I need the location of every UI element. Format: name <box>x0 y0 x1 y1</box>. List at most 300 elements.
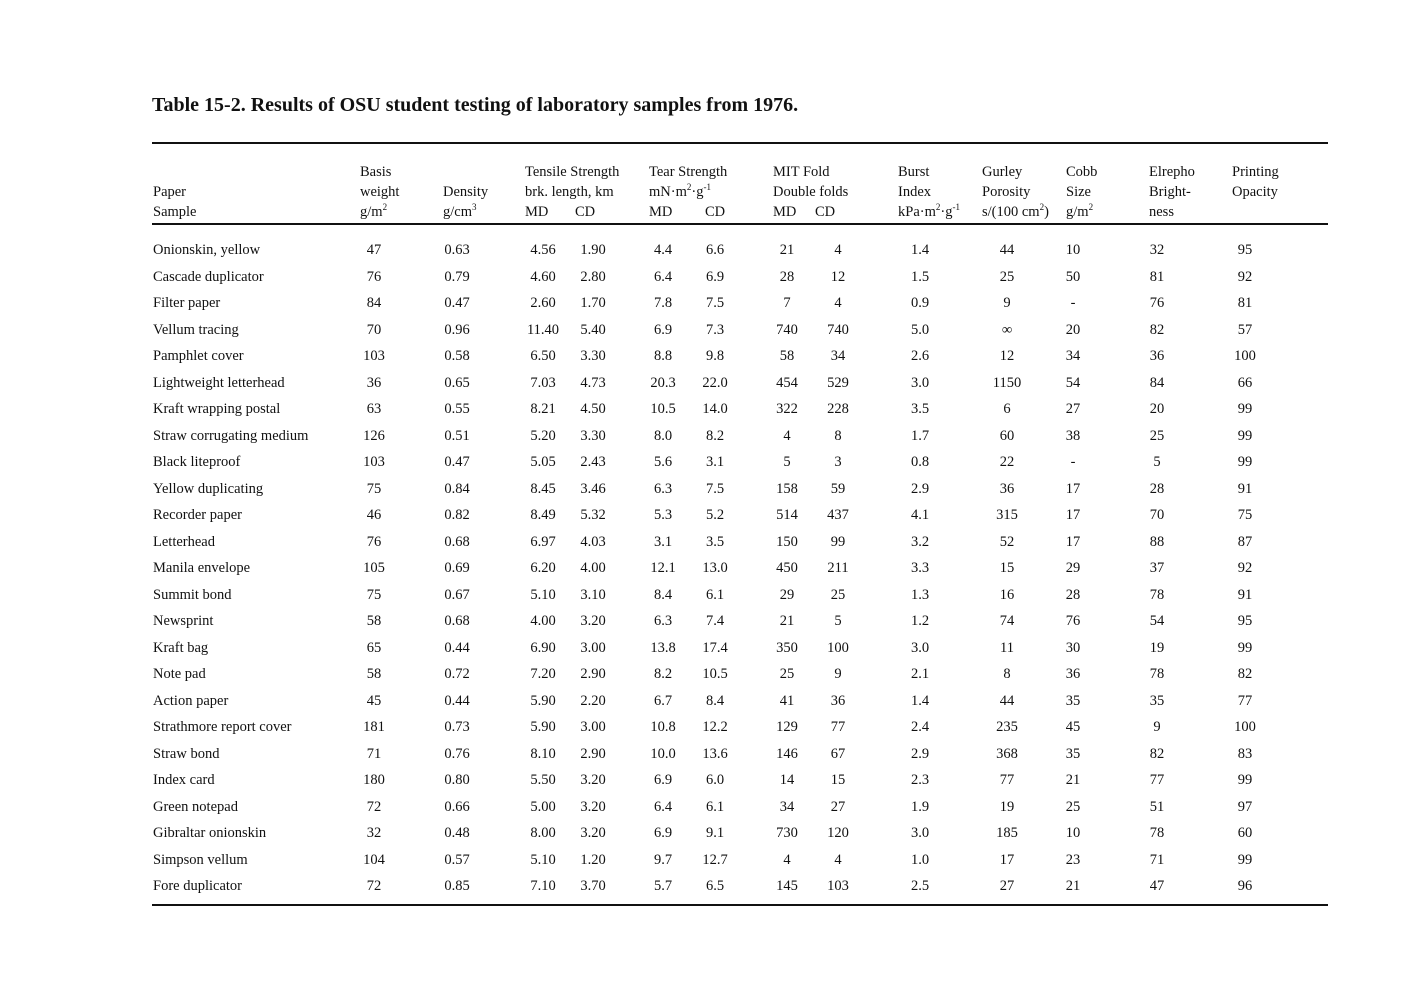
cell-density: 0.84 <box>444 480 470 497</box>
cell-tear-cd: 9.8 <box>705 348 725 364</box>
cell-tensile-md: 6.97 <box>530 533 556 550</box>
header-mit-fold <box>773 162 848 222</box>
cell-printing-opacity: 57 <box>1237 321 1253 338</box>
table-row <box>0 717 1417 744</box>
table-row <box>0 797 1417 824</box>
cell-elrepho-brightness: 78 <box>1149 825 1165 841</box>
cell-tensile-cd: 3.30 <box>580 427 606 444</box>
cell-tensile-cd: 3.10 <box>580 586 606 603</box>
cell-tear-cd: 8.4 <box>705 692 725 709</box>
cell-paper-sample: Yellow duplicating <box>153 480 264 497</box>
cell-mit-md: 129 <box>776 719 798 735</box>
cell-cobb-size: 29 <box>1065 560 1081 576</box>
cell-printing-opacity: 99 <box>1237 851 1253 868</box>
header-tensile-md: MD <box>525 204 549 220</box>
header-tensile-strength <box>525 162 619 222</box>
cell-elrepho-brightness: 76 <box>1149 295 1165 311</box>
cell-paper-sample: Kraft bag <box>153 639 209 656</box>
cell-tear-md: 8.0 <box>653 427 673 444</box>
header-elrepho-l1: Elrepho <box>1149 164 1195 180</box>
cell-tensile-cd: 5.40 <box>580 321 606 338</box>
cell-paper-sample: Gibraltar onionskin <box>153 825 267 841</box>
cell-mit-cd: 120 <box>827 825 849 841</box>
cell-burst-index: 2.9 <box>910 745 930 762</box>
cell-basis-weight: 36 <box>366 374 382 391</box>
cell-cobb-size: 10 <box>1065 825 1081 841</box>
cell-printing-opacity: 66 <box>1237 374 1253 391</box>
cell-density: 0.68 <box>444 613 470 629</box>
cell-density: 0.47 <box>444 454 470 470</box>
cell-basis-weight: 76 <box>366 533 382 550</box>
cell-tensile-md: 7.20 <box>530 666 556 682</box>
table-row <box>0 558 1417 585</box>
cell-elrepho-brightness: 25 <box>1149 427 1165 444</box>
cell-mit-md: 21 <box>779 242 795 258</box>
cell-burst-index: 2.4 <box>910 719 930 735</box>
table-row <box>0 479 1417 506</box>
cell-tear-md: 6.9 <box>653 825 673 841</box>
table-row <box>0 399 1417 426</box>
cell-elrepho-brightness: 78 <box>1149 586 1165 603</box>
cell-paper-sample: Index card <box>153 772 215 788</box>
cell-mit-md: 450 <box>776 560 798 576</box>
cell-density: 0.57 <box>444 851 470 868</box>
cell-mit-cd: 211 <box>827 560 849 576</box>
header-elrepho-l2: Bright- <box>1149 184 1191 200</box>
cell-paper-sample: Lightweight letterhead <box>153 374 285 391</box>
header-elrepho-l3: ness <box>1149 204 1174 220</box>
cell-cobb-size: 25 <box>1065 798 1081 815</box>
cell-tear-md: 4.4 <box>653 242 673 258</box>
cell-gurley-porosity: 15 <box>999 560 1015 576</box>
cell-mit-md: 322 <box>776 401 798 417</box>
cell-tensile-cd: 1.20 <box>580 851 606 868</box>
cell-tensile-md: 6.50 <box>530 348 556 364</box>
table-row <box>0 240 1417 267</box>
cell-cobb-size: 36 <box>1065 666 1081 682</box>
cell-printing-opacity: 99 <box>1237 639 1253 656</box>
cell-mit-cd: 4 <box>834 242 842 258</box>
cell-elrepho-brightness: 19 <box>1149 639 1165 656</box>
cell-tensile-md: 5.00 <box>530 798 556 815</box>
cell-density: 0.66 <box>444 798 470 815</box>
cell-printing-opacity: 92 <box>1237 268 1253 285</box>
cell-mit-cd: 529 <box>827 374 849 391</box>
cell-burst-index: 1.5 <box>910 268 930 285</box>
cell-cobb-size: 17 <box>1065 507 1081 523</box>
cell-cobb-size: 35 <box>1065 745 1081 762</box>
cell-elrepho-brightness: 70 <box>1149 507 1165 523</box>
cell-printing-opacity: 96 <box>1237 878 1253 894</box>
cell-gurley-porosity: 60 <box>999 427 1015 444</box>
cell-tear-md: 13.8 <box>650 639 676 656</box>
header-paper-l2: Sample <box>153 204 197 220</box>
cell-tear-cd: 6.5 <box>705 878 725 894</box>
header-tear-unit-a: mN·m <box>649 184 687 200</box>
cell-mit-md: 34 <box>779 798 795 815</box>
cell-elrepho-brightness: 71 <box>1149 851 1165 868</box>
cell-mit-md: 158 <box>776 480 798 497</box>
cell-basis-weight: 126 <box>363 427 385 444</box>
cell-tensile-md: 8.00 <box>530 825 556 841</box>
cell-printing-opacity: 87 <box>1237 533 1253 550</box>
cell-cobb-size: 10 <box>1065 242 1081 258</box>
cell-tear-cd: 6.0 <box>705 772 725 788</box>
header-cobb-unit: g/m <box>1066 204 1089 220</box>
cell-tear-cd: 7.3 <box>705 321 725 338</box>
table-row <box>0 744 1417 771</box>
cell-mit-cd: 12 <box>830 268 846 285</box>
cell-tensile-cd: 4.00 <box>580 560 606 576</box>
cell-cobb-size: 23 <box>1065 851 1081 868</box>
header-basis-l1: Basis <box>360 164 392 180</box>
cell-gurley-porosity: ∞ <box>1001 321 1013 338</box>
cell-gurley-porosity: 52 <box>999 533 1015 550</box>
cell-tear-cd: 5.2 <box>705 507 725 523</box>
cell-tear-md: 6.4 <box>653 798 673 815</box>
cell-basis-weight: 104 <box>363 851 385 868</box>
cell-basis-weight: 32 <box>366 825 382 841</box>
cell-tear-cd: 7.4 <box>705 613 725 629</box>
cell-elrepho-brightness: 51 <box>1149 798 1165 815</box>
cell-burst-index: 2.5 <box>910 878 930 894</box>
cell-tear-cd: 6.9 <box>705 268 725 285</box>
cell-printing-opacity: 95 <box>1237 242 1253 258</box>
header-tensile-l1: Tensile Strength <box>525 164 620 180</box>
cell-paper-sample: Recorder paper <box>153 507 242 523</box>
cell-tensile-md: 4.00 <box>530 613 556 629</box>
header-tensile-l2: brk. length, km <box>525 184 614 200</box>
cell-tear-md: 8.4 <box>653 586 673 603</box>
cell-tensile-cd: 3.00 <box>580 719 606 735</box>
table-row <box>0 585 1417 612</box>
cell-mit-cd: 4 <box>834 295 842 311</box>
cell-density: 0.51 <box>444 427 470 444</box>
table-row <box>0 505 1417 532</box>
cell-tensile-md: 8.45 <box>530 480 556 497</box>
cell-basis-weight: 75 <box>366 480 382 497</box>
cell-tensile-cd: 3.30 <box>580 348 606 364</box>
cell-paper-sample: Action paper <box>153 692 229 709</box>
cell-gurley-porosity: 25 <box>999 268 1015 285</box>
cell-gurley-porosity: 235 <box>996 719 1018 735</box>
table-caption: Table 15-2. Results of OSU student testing of laboratory samples from 1976. <box>152 94 799 116</box>
cell-paper-sample: Letterhead <box>153 533 215 550</box>
cell-tear-cd: 8.2 <box>705 427 725 444</box>
cell-burst-index: 3.5 <box>910 401 930 417</box>
cell-tensile-md: 11.40 <box>526 321 560 338</box>
header-density-sup: 3 <box>472 202 477 213</box>
cell-tensile-cd: 4.03 <box>580 533 606 550</box>
table-row <box>0 823 1417 850</box>
cell-tensile-cd: 2.43 <box>580 454 606 470</box>
cell-gurley-porosity: 19 <box>999 798 1015 815</box>
cell-tensile-md: 5.10 <box>530 851 556 868</box>
cell-tensile-cd: 4.50 <box>580 401 606 417</box>
table-row <box>0 426 1417 453</box>
cell-printing-opacity: 99 <box>1237 401 1253 417</box>
cell-tensile-cd: 1.70 <box>580 295 606 311</box>
cell-elrepho-brightness: 84 <box>1149 374 1165 391</box>
cell-elrepho-brightness: 82 <box>1149 321 1165 338</box>
cell-tensile-cd: 3.00 <box>580 639 606 656</box>
cell-cobb-size: 38 <box>1065 427 1081 444</box>
cell-burst-index: 1.0 <box>910 851 930 868</box>
header-density-l1: Density <box>443 184 489 200</box>
cell-tear-md: 20.3 <box>650 374 676 391</box>
cell-tensile-cd: 3.20 <box>580 798 606 815</box>
cell-tensile-md: 7.03 <box>530 374 556 391</box>
cell-basis-weight: 47 <box>366 242 382 258</box>
cell-elrepho-brightness: 35 <box>1149 692 1165 709</box>
header-burst-sup1: 2 <box>935 202 941 213</box>
cell-gurley-porosity: 9 <box>1003 295 1011 311</box>
cell-tear-md: 7.8 <box>653 295 673 311</box>
cell-basis-weight: 72 <box>366 798 382 815</box>
cell-cobb-size: 35 <box>1065 692 1081 709</box>
cell-tear-md: 12.1 <box>650 560 676 576</box>
header-gurley-unit-b: ) <box>1044 204 1049 220</box>
header-paper-sample <box>153 162 197 222</box>
cell-printing-opacity: 82 <box>1237 666 1253 682</box>
cell-mit-cd: 15 <box>830 772 846 788</box>
cell-tear-md: 10.5 <box>650 401 676 417</box>
cell-basis-weight: 103 <box>363 348 385 364</box>
cell-paper-sample: Newsprint <box>153 613 214 629</box>
table-row <box>0 267 1417 294</box>
cell-tensile-md: 5.20 <box>530 427 556 444</box>
cell-mit-cd: 34 <box>830 348 846 364</box>
table-row <box>0 876 1417 903</box>
cell-tensile-md: 6.20 <box>530 560 556 576</box>
header-mit-l1: MIT Fold <box>773 164 830 180</box>
header-elrepho-brightness <box>1149 162 1195 222</box>
cell-tear-md: 6.3 <box>653 480 673 497</box>
cell-tensile-md: 5.90 <box>530 692 556 709</box>
cell-cobb-size: - <box>1070 454 1076 470</box>
cell-density: 0.67 <box>444 586 470 603</box>
cell-gurley-porosity: 44 <box>999 242 1015 258</box>
cell-burst-index: 3.2 <box>910 533 930 550</box>
cell-paper-sample: Strathmore report cover <box>153 719 292 735</box>
cell-tear-cd: 3.5 <box>705 533 725 550</box>
cell-tear-cd: 9.1 <box>705 825 725 841</box>
cell-paper-sample: Note pad <box>153 666 206 682</box>
cell-printing-opacity: 91 <box>1237 586 1253 603</box>
cell-mit-md: 29 <box>779 586 795 603</box>
cell-tear-md: 10.0 <box>650 745 676 762</box>
cell-elrepho-brightness: 9 <box>1153 719 1161 735</box>
cell-basis-weight: 76 <box>366 268 382 285</box>
cell-tensile-md: 4.56 <box>530 242 556 258</box>
cell-paper-sample: Simpson vellum <box>153 851 248 868</box>
cell-burst-index: 5.0 <box>910 321 930 338</box>
header-tear-sup1: 2 <box>686 182 692 193</box>
header-gurley-unit-a: s/(100 cm <box>982 204 1040 220</box>
cell-tensile-cd: 2.80 <box>580 268 606 285</box>
cell-tear-md: 8.2 <box>653 666 673 682</box>
table-row <box>0 770 1417 797</box>
cell-cobb-size: 21 <box>1065 878 1081 894</box>
cell-printing-opacity: 95 <box>1237 613 1253 629</box>
cell-tensile-md: 5.50 <box>530 772 556 788</box>
cell-burst-index: 1.3 <box>910 586 930 603</box>
cell-tear-md: 6.4 <box>653 268 673 285</box>
cell-mit-md: 21 <box>779 613 795 629</box>
cell-paper-sample: Green notepad <box>153 798 238 815</box>
cell-paper-sample: Kraft wrapping postal <box>153 401 281 417</box>
cell-printing-opacity: 75 <box>1237 507 1253 523</box>
cell-basis-weight: 105 <box>363 560 385 576</box>
cell-paper-sample: Manila envelope <box>153 560 251 576</box>
cell-burst-index: 1.2 <box>910 613 930 629</box>
header-printing-l1: Printing <box>1232 164 1279 180</box>
cell-mit-md: 28 <box>779 268 795 285</box>
cell-tear-md: 5.6 <box>653 454 673 470</box>
cell-basis-weight: 72 <box>366 878 382 894</box>
cell-tear-cd: 6.6 <box>705 242 725 258</box>
header-mit-cd: CD <box>815 204 836 220</box>
cell-elrepho-brightness: 77 <box>1149 772 1165 788</box>
cell-tear-md: 8.8 <box>653 348 673 364</box>
header-cobb-l1: Cobb <box>1066 164 1098 180</box>
cell-density: 0.69 <box>444 560 470 576</box>
cell-tear-cd: 22.0 <box>702 374 728 391</box>
cell-tensile-cd: 3.70 <box>580 878 606 894</box>
cell-mit-md: 730 <box>776 825 798 841</box>
cell-mit-cd: 437 <box>827 507 849 523</box>
cell-mit-cd: 25 <box>830 586 846 603</box>
cell-gurley-porosity: 185 <box>996 825 1018 841</box>
cell-mit-md: 7 <box>783 295 791 311</box>
header-rule <box>152 223 1328 225</box>
header-printing-l2: Opacity <box>1232 184 1278 200</box>
cell-cobb-size: 34 <box>1065 348 1081 364</box>
cell-elrepho-brightness: 28 <box>1149 480 1165 497</box>
cell-mit-cd: 36 <box>830 692 846 709</box>
cell-mit-md: 146 <box>776 745 798 762</box>
cell-basis-weight: 71 <box>366 745 382 762</box>
cell-burst-index: 3.0 <box>910 639 930 656</box>
cell-basis-weight: 181 <box>363 719 385 735</box>
cell-tensile-cd: 2.90 <box>580 745 606 762</box>
cell-mit-cd: 27 <box>830 798 846 815</box>
cell-burst-index: 2.1 <box>910 666 930 682</box>
cell-cobb-size: 20 <box>1065 321 1081 338</box>
cell-elrepho-brightness: 78 <box>1149 666 1165 682</box>
cell-density: 0.73 <box>444 719 470 735</box>
cell-printing-opacity: 99 <box>1237 427 1253 444</box>
cell-gurley-porosity: 12 <box>999 348 1015 364</box>
cell-tear-md: 10.8 <box>650 719 676 735</box>
cell-gurley-porosity: 44 <box>999 692 1015 709</box>
cell-tear-md: 9.7 <box>653 851 673 868</box>
cell-elrepho-brightness: 36 <box>1149 348 1165 364</box>
cell-mit-md: 4 <box>783 851 791 868</box>
cell-tensile-md: 5.90 <box>530 719 556 735</box>
table-row <box>0 664 1417 691</box>
cell-density: 0.79 <box>444 268 470 285</box>
cell-cobb-size: 45 <box>1065 719 1081 735</box>
cell-mit-cd: 740 <box>827 321 849 338</box>
cell-tensile-md: 4.60 <box>530 268 556 285</box>
cell-burst-index: 2.6 <box>910 348 930 364</box>
cell-burst-index: 3.3 <box>910 560 930 576</box>
header-gurley-l1: Gurley <box>982 164 1023 180</box>
cell-density: 0.68 <box>444 533 470 550</box>
table-row <box>0 611 1417 638</box>
header-density <box>443 162 488 222</box>
header-burst-l1: Burst <box>898 164 930 180</box>
cell-paper-sample: Onionskin, yellow <box>153 242 261 258</box>
table-row <box>0 346 1417 373</box>
cell-gurley-porosity: 27 <box>999 878 1015 894</box>
cell-mit-cd: 59 <box>830 480 846 497</box>
cell-tear-cd: 13.0 <box>702 560 728 576</box>
cell-tensile-md: 5.05 <box>530 454 556 470</box>
cell-cobb-size: 17 <box>1065 533 1081 550</box>
cell-cobb-size: - <box>1070 295 1076 311</box>
cell-printing-opacity: 77 <box>1237 692 1253 709</box>
cell-cobb-size: 54 <box>1065 374 1081 391</box>
header-basis-l2: weight <box>360 184 400 200</box>
cell-tear-cd: 3.1 <box>705 454 725 470</box>
cell-paper-sample: Pamphlet cover <box>153 348 244 364</box>
cell-tear-md: 5.3 <box>653 507 673 523</box>
header-burst-sup2: -1 <box>952 202 960 213</box>
header-tear-md: MD <box>649 204 673 220</box>
cell-cobb-size: 17 <box>1065 480 1081 497</box>
cell-density: 0.80 <box>444 772 470 788</box>
cell-tear-cd: 7.5 <box>705 295 725 311</box>
cell-paper-sample: Fore duplicator <box>153 878 242 894</box>
cell-paper-sample: Filter paper <box>153 295 221 311</box>
cell-tensile-md: 5.10 <box>530 586 556 603</box>
cell-printing-opacity: 99 <box>1237 454 1253 470</box>
header-gurley-l2: Porosity <box>982 184 1031 200</box>
bottom-rule <box>152 904 1328 906</box>
cell-gurley-porosity: 17 <box>999 851 1015 868</box>
cell-tensile-cd: 3.46 <box>580 480 606 497</box>
table-row <box>0 373 1417 400</box>
cell-elrepho-brightness: 82 <box>1149 745 1165 762</box>
cell-mit-md: 145 <box>776 878 798 894</box>
cell-burst-index: 1.9 <box>910 798 930 815</box>
cell-cobb-size: 21 <box>1065 772 1081 788</box>
header-gurley-sup: 2 <box>1039 202 1045 213</box>
cell-tear-cd: 6.1 <box>705 586 725 603</box>
cell-printing-opacity: 83 <box>1237 745 1253 762</box>
cell-mit-cd: 67 <box>830 745 846 762</box>
cell-tear-md: 3.1 <box>653 533 673 550</box>
cell-tensile-cd: 5.32 <box>580 507 606 523</box>
cell-printing-opacity: 99 <box>1237 772 1253 788</box>
cell-gurley-porosity: 77 <box>999 772 1015 788</box>
cell-elrepho-brightness: 88 <box>1149 533 1165 550</box>
header-paper-l1: Paper <box>153 184 187 200</box>
cell-cobb-size: 27 <box>1065 401 1081 417</box>
cell-burst-index: 1.7 <box>910 427 930 444</box>
table-body <box>0 240 1417 903</box>
cell-tear-md: 6.3 <box>653 613 673 629</box>
table-row <box>0 850 1417 877</box>
cell-tear-cd: 7.5 <box>705 480 725 497</box>
cell-paper-sample: Vellum tracing <box>153 321 239 338</box>
cell-tear-cd: 6.1 <box>705 798 725 815</box>
cell-elrepho-brightness: 20 <box>1149 401 1165 417</box>
cell-density: 0.48 <box>444 825 470 841</box>
cell-basis-weight: 84 <box>366 295 382 311</box>
